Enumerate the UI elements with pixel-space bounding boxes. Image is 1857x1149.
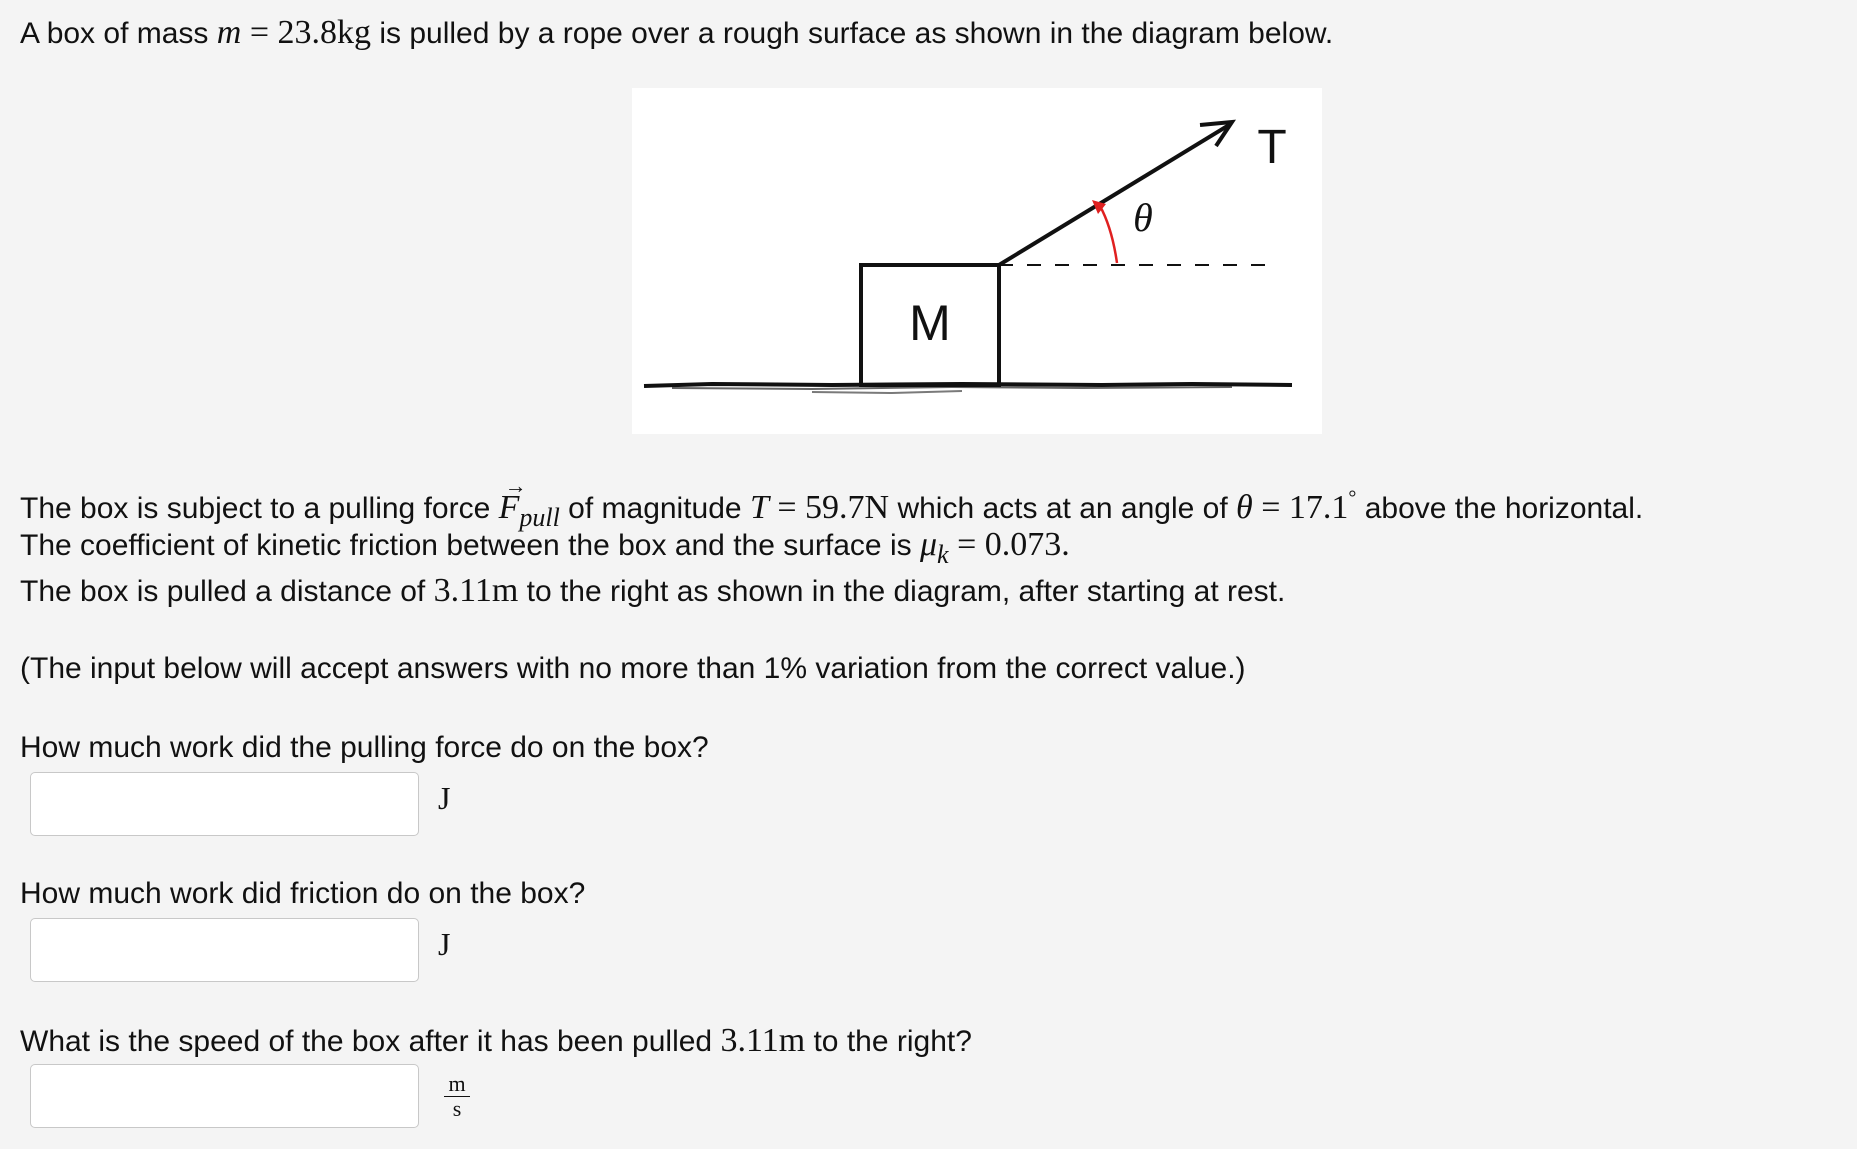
diagram bbox=[632, 88, 1322, 434]
friction-pre: The coefficient of kinetic friction between the box and the surface is bbox=[20, 529, 920, 562]
distance-post: to the right as shown in the diagram, after starting at rest. bbox=[518, 575, 1286, 608]
tension-value: = 59.7N bbox=[768, 489, 890, 526]
unit-joules-2: J bbox=[438, 926, 451, 962]
ground-texture-2 bbox=[812, 391, 962, 393]
question-1-text: How much work did the pulling force do on the box? bbox=[20, 731, 709, 764]
force-mid2: which acts at an angle of bbox=[889, 492, 1236, 525]
force-symbol: → F bbox=[499, 488, 520, 528]
mu-value: = 0.073. bbox=[948, 526, 1070, 563]
distance-pre: The box is pulled a distance of bbox=[20, 575, 434, 608]
force-pre: The box is subject to a pulling force bbox=[20, 492, 499, 525]
degree-symbol: ° bbox=[1348, 487, 1357, 509]
mu-var: μ bbox=[919, 526, 938, 563]
intro-text bbox=[20, 13, 1333, 54]
unit-denominator: s bbox=[452, 1096, 462, 1121]
question-3-pre: What is the speed of the box after it has been pulled bbox=[20, 1025, 721, 1058]
unit-numerator: m bbox=[444, 1072, 470, 1097]
unit-meters-per-second bbox=[444, 1072, 470, 1121]
box-label: M bbox=[909, 295, 951, 351]
intro-post: is pulled by a rope over a rough surface as shown in the diagram below. bbox=[371, 17, 1334, 50]
unit-joules-1: J bbox=[438, 780, 451, 816]
angle-label: θ bbox=[1133, 195, 1153, 240]
angle-value: = 17.1 bbox=[1252, 489, 1349, 526]
question-3-distance: 3.11m bbox=[720, 1022, 806, 1059]
answer-input-2[interactable] bbox=[30, 918, 419, 982]
mass-value: = 23.8kg bbox=[241, 14, 372, 51]
friction-description bbox=[20, 525, 1070, 575]
force-mid1: of magnitude bbox=[559, 492, 750, 525]
question-3-post: to the right? bbox=[805, 1025, 972, 1058]
answer-input-3[interactable] bbox=[30, 1064, 419, 1128]
distance-description bbox=[20, 571, 1285, 612]
angle-var: θ bbox=[1235, 489, 1253, 526]
diagram-svg bbox=[632, 88, 1322, 434]
force-sub: pull bbox=[519, 503, 560, 532]
mass-var: m bbox=[216, 14, 242, 51]
mu-sub: k bbox=[937, 540, 949, 569]
answer-input-1[interactable] bbox=[30, 772, 419, 836]
question-2-text: How much work did friction do on the box? bbox=[20, 877, 586, 910]
question-3-text bbox=[20, 1021, 972, 1062]
distance-value: 3.11m bbox=[433, 572, 519, 609]
intro-pre: A box of mass bbox=[20, 17, 217, 50]
tolerance-note: (The input below will accept answers with no more than 1% variation from the correct value.) bbox=[20, 652, 1246, 685]
tension-label: T bbox=[1257, 121, 1287, 174]
force-post: above the horizontal. bbox=[1356, 492, 1644, 525]
ground-texture bbox=[672, 387, 1232, 389]
angle-arc bbox=[1100, 206, 1117, 263]
tension-var: T bbox=[749, 489, 769, 526]
